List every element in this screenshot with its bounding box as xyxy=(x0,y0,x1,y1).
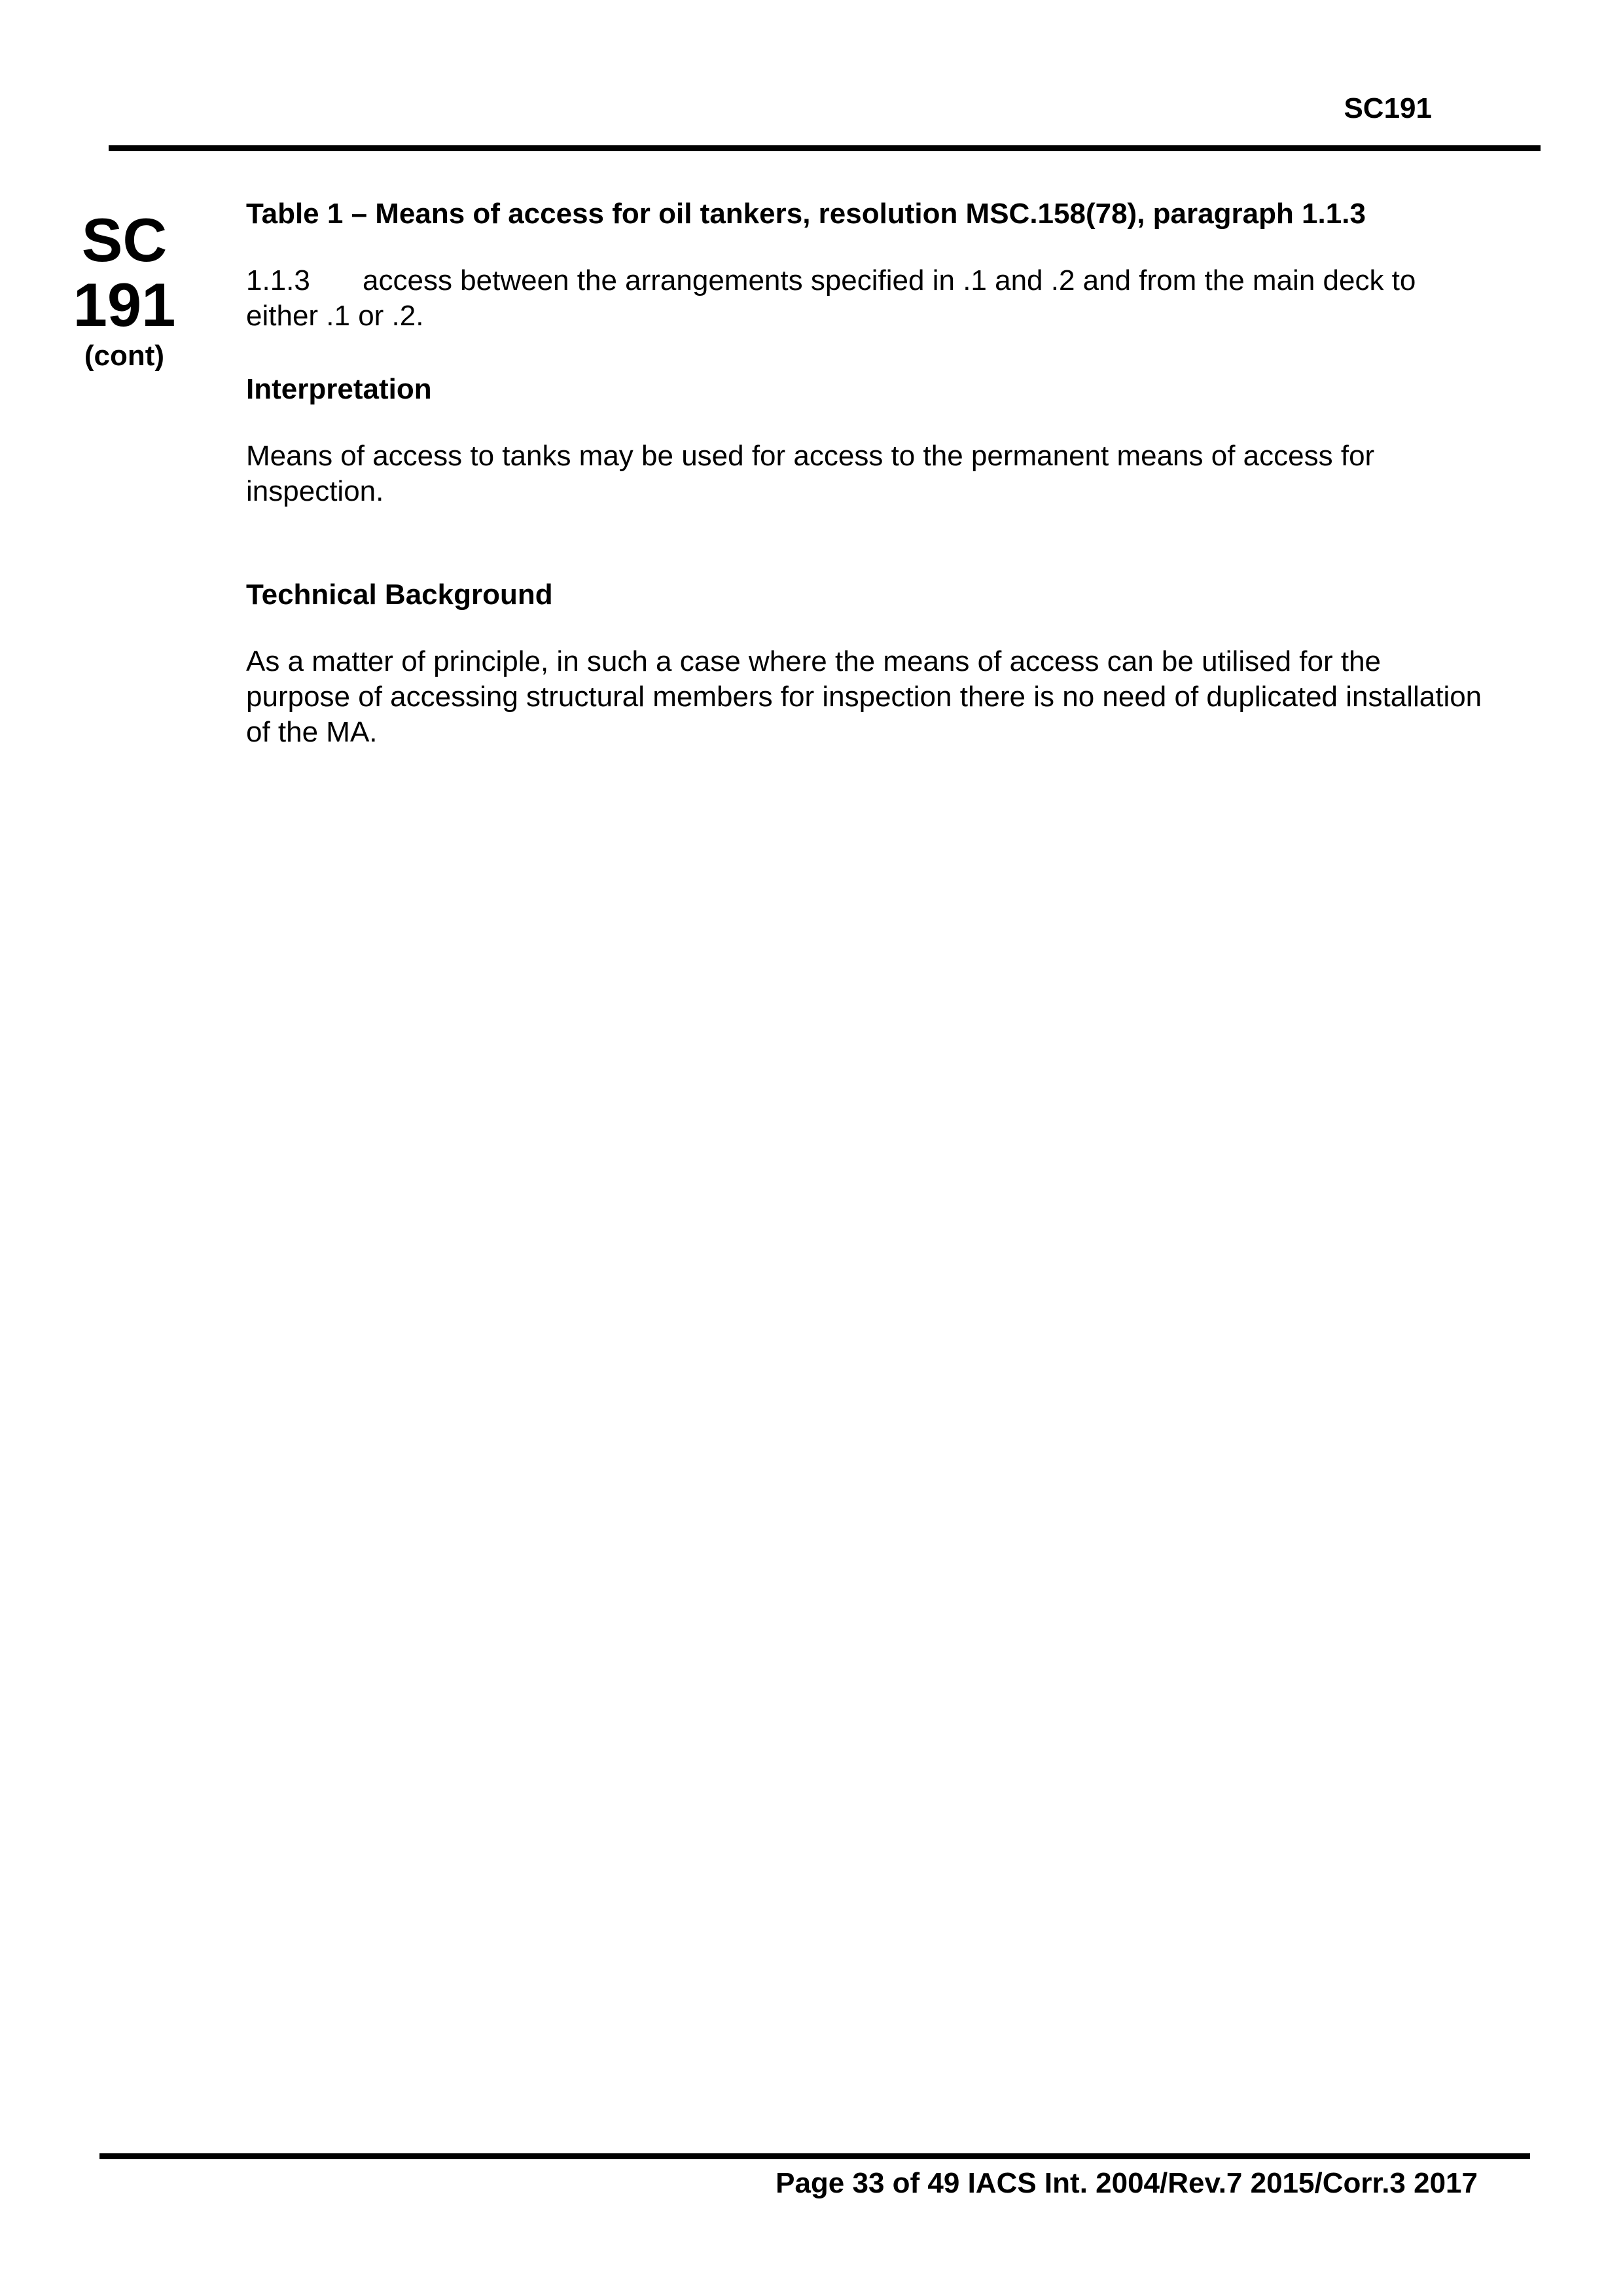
interpretation-heading: Interpretation xyxy=(246,373,432,405)
paragraph-number: 1.1.3 xyxy=(246,264,310,296)
technical-background-text: As a matter of principle, in such a case where the means of access can be utilised for the purpose of accessing structural members for inspection there is no need of duplicated installation of the MA. xyxy=(246,645,1482,748)
side-label-cont: (cont) xyxy=(84,340,165,372)
header-code: SC191 xyxy=(1344,92,1432,124)
side-label xyxy=(65,208,183,375)
table-title: Table 1 – Means of access for oil tankers, resolution MSC.158(78), paragraph 1.1.3 xyxy=(246,198,1366,230)
footer-page-info: Page 33 of 49 IACS Int. 2004/Rev.7 2015/Corr.3 2017 xyxy=(776,2167,1478,2199)
main-content xyxy=(246,196,1483,750)
paragraph-text: access between the arrangements specified in .1 and .2 and from the main deck to either .1 or .2. xyxy=(246,264,1416,332)
interpretation-text: Means of access to tanks may be used for access to the permanent means of access for inspection. xyxy=(246,440,1375,507)
paragraph-1-1-3 xyxy=(246,263,1483,334)
side-label-number: 191 xyxy=(73,270,176,339)
header-rule xyxy=(109,145,1541,151)
footer-rule xyxy=(99,2153,1530,2159)
technical-background-heading: Technical Background xyxy=(246,579,553,611)
side-label-sc: SC xyxy=(81,206,168,274)
